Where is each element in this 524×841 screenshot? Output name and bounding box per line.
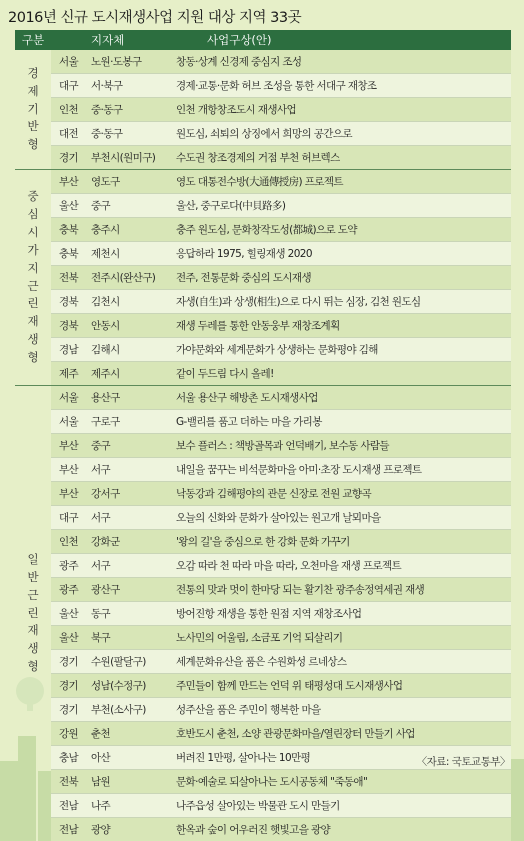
table-row: [51, 506, 511, 530]
table-row: [51, 530, 511, 554]
district-cell: 제천시: [91, 248, 120, 260]
region-cell: 광주: [59, 584, 79, 596]
plan-cell: 창동·상계 신경제 중심지 조성: [176, 56, 302, 68]
table-row: [51, 194, 511, 218]
district-cell: 부천시(원미구): [91, 152, 156, 164]
region-cell: 울산: [59, 200, 79, 212]
region-cell: 대구: [59, 80, 79, 92]
district-cell: 남원: [91, 776, 111, 788]
table-row: [51, 794, 511, 818]
plan-cell: 재생 두레를 통한 안동웅부 재창조계획: [176, 320, 340, 332]
region-cell: 대전: [59, 128, 79, 140]
table-row: [51, 650, 511, 674]
table-row: [51, 410, 511, 434]
district-cell: 중구: [91, 200, 111, 212]
plan-cell: 호반도시 춘천, 소양 관광문화마을/열린장터 만들기 사업: [176, 728, 415, 740]
plan-cell: 울산, 중구로다(中貝路多): [176, 200, 286, 212]
region-cell: 전북: [59, 272, 79, 284]
region-cell: 경남: [59, 344, 79, 356]
district-cell: 나주: [91, 800, 111, 812]
district-cell: 제주시: [91, 368, 120, 380]
plan-cell: 오감 따라 천 따라 마을 따라, 오천마을 재생 프로젝트: [176, 560, 402, 572]
plan-cell: 오늘의 신화와 문화가 살아있는 원고개 날뫼마을: [176, 512, 381, 524]
district-cell: 중·동구: [91, 104, 123, 116]
row-group: [15, 386, 511, 841]
district-cell: 춘천: [91, 728, 111, 740]
table-row: [51, 122, 511, 146]
plan-cell: 수도권 창조경제의 거점 부천 허브렉스: [176, 152, 340, 164]
plan-cell: 낙동강과 김해평야의 관문 신장로 전원 교향곡: [176, 488, 372, 500]
plan-cell: 문화·예술로 되살아나는 도시공동체 "죽동애": [176, 776, 368, 788]
region-cell: 강원: [59, 728, 79, 740]
table-row: [51, 674, 511, 698]
district-cell: 서구: [91, 464, 111, 476]
district-cell: 노원·도봉구: [91, 56, 142, 68]
district-cell: 김해시: [91, 344, 120, 356]
table-row: [51, 578, 511, 602]
plan-cell: G-밸리를 품고 더하는 마을 가리봉: [176, 416, 322, 428]
table-body: [15, 50, 511, 841]
table-row: [51, 170, 511, 194]
header-plan: 사업구상(안): [207, 33, 272, 47]
row-group: [15, 170, 511, 386]
project-table: [15, 30, 511, 841]
plan-cell: 세계문화유산을 품은 수원화성 르네상스: [176, 656, 347, 668]
region-cell: 경기: [59, 680, 79, 692]
table-row: [51, 770, 511, 794]
region-cell: 울산: [59, 632, 79, 644]
district-cell: 수원(팔달구): [91, 656, 146, 668]
region-cell: 대구: [59, 512, 79, 524]
plan-cell: 한옥과 숲이 어우러진 햇빛고을 광양: [176, 824, 331, 836]
plan-cell: 서울 용산구 해방촌 도시재생사업: [176, 392, 318, 404]
plan-cell: '왕의 길'을 중심으로 한 강화 문화 가꾸기: [176, 536, 350, 548]
table-row: [51, 242, 511, 266]
district-cell: 용산구: [91, 392, 120, 404]
region-cell: 울산: [59, 608, 79, 620]
region-cell: 서울: [59, 416, 79, 428]
district-cell: 동구: [91, 608, 111, 620]
plan-cell: 내일을 꿈꾸는 비석문화마을 아미·초장 도시재생 프로젝트: [176, 464, 422, 476]
district-cell: 서구: [91, 512, 111, 524]
group-rows: [51, 386, 511, 841]
region-cell: 경북: [59, 296, 79, 308]
region-cell: 경기: [59, 704, 79, 716]
region-cell: 광주: [59, 560, 79, 572]
group-label: 중심시가지근린재생형: [27, 189, 39, 364]
page-title: 2016년 신규 도시재생사업 지원 대상 지역 33곳: [8, 10, 302, 26]
table-row: [51, 266, 511, 290]
group-label: 경제기반형: [27, 65, 39, 152]
table-row: [51, 482, 511, 506]
table-row: [51, 458, 511, 482]
group-rows: [51, 50, 511, 169]
plan-cell: 영도 대통전수방(大通傳授房) 프로젝트: [176, 176, 343, 188]
region-cell: 경북: [59, 320, 79, 332]
table-row: [51, 626, 511, 650]
region-cell: 인천: [59, 104, 79, 116]
region-cell: 부산: [59, 440, 79, 452]
plan-cell: 경제·교통·문화 허브 조성을 통한 서대구 재창조: [176, 80, 377, 92]
plan-cell: 보수 플러스 : 책방골목과 언덕배기, 보수동 사람들: [176, 440, 389, 452]
table-row: [51, 314, 511, 338]
district-cell: 강화군: [91, 536, 120, 548]
region-cell: 전남: [59, 824, 79, 836]
district-cell: 김천시: [91, 296, 120, 308]
plan-cell: 전주, 전통문화 중심의 도시재생: [176, 272, 312, 284]
district-cell: 중·동구: [91, 128, 123, 140]
header-municipality: 지자체: [91, 33, 125, 47]
plan-cell: 노사민의 어울림, 소금포 기억 되살리기: [176, 632, 343, 644]
plan-cell: 같이 두드림 다시 올레!: [176, 368, 274, 380]
table-row: [51, 722, 511, 746]
table-row: [51, 218, 511, 242]
region-cell: 부산: [59, 488, 79, 500]
district-cell: 북구: [91, 632, 111, 644]
table-row: [51, 290, 511, 314]
plan-cell: 성주산을 품은 주민이 행복한 마을: [176, 704, 321, 716]
plan-cell: 가야문화와 세계문화가 상생하는 문화평야 김해: [176, 344, 378, 356]
group-rows: [51, 170, 511, 385]
plan-cell: 충주 원도심, 문화창작도성(都城)으로 도약: [176, 224, 357, 236]
table-row: [51, 602, 511, 626]
district-cell: 성남(수정구): [91, 680, 146, 692]
region-cell: 인천: [59, 536, 79, 548]
region-cell: 서울: [59, 392, 79, 404]
district-cell: 강서구: [91, 488, 120, 500]
district-cell: 영도구: [91, 176, 120, 188]
region-cell: 충남: [59, 752, 79, 764]
source-note: 〈자료: 국토교통부〉: [416, 756, 510, 768]
region-cell: 경기: [59, 656, 79, 668]
plan-cell: 나주읍성 살아있는 박물관 도시 만들기: [176, 800, 340, 812]
region-cell: 부산: [59, 464, 79, 476]
region-cell: 충북: [59, 248, 79, 260]
plan-cell: 응답하라 1975, 힐링재생 2020: [176, 248, 312, 260]
region-cell: 전북: [59, 776, 79, 788]
district-cell: 구로구: [91, 416, 120, 428]
district-cell: 광양: [91, 824, 111, 836]
region-cell: 서울: [59, 56, 79, 68]
region-cell: 충북: [59, 224, 79, 236]
district-cell: 광산구: [91, 584, 120, 596]
table-row: [51, 698, 511, 722]
district-cell: 충주시: [91, 224, 120, 236]
district-cell: 서·북구: [91, 80, 123, 92]
plan-cell: 원도심, 쇠퇴의 상징에서 희망의 공간으로: [176, 128, 352, 140]
region-cell: 제주: [59, 368, 79, 380]
plan-cell: 버려진 1만평, 살아나는 10만평: [176, 752, 311, 764]
table-row: [51, 50, 511, 74]
table-row: [51, 362, 511, 385]
region-cell: 부산: [59, 176, 79, 188]
table-header: [15, 30, 511, 50]
table-row: [51, 146, 511, 169]
plan-cell: 방어진항 재생을 통한 원점 지역 재창조사업: [176, 608, 362, 620]
table-row: [51, 98, 511, 122]
row-group: [15, 50, 511, 170]
district-cell: 중구: [91, 440, 111, 452]
table-row: [51, 338, 511, 362]
district-cell: 안동시: [91, 320, 120, 332]
table-row: [51, 74, 511, 98]
plan-cell: 주민들이 함께 만드는 언덕 위 태평성대 도시재생사업: [176, 680, 403, 692]
district-cell: 전주시(완산구): [91, 272, 156, 284]
plan-cell: 전통의 맛과 멋이 한마당 되는 활기찬 광주송정역세권 재생: [176, 584, 425, 596]
table-row: [51, 434, 511, 458]
table-row: [51, 554, 511, 578]
region-cell: 경기: [59, 152, 79, 164]
table-row: [51, 818, 511, 841]
table-row: [51, 386, 511, 410]
group-label: 일반근린재생형: [27, 552, 39, 674]
region-cell: 전남: [59, 800, 79, 812]
district-cell: 서구: [91, 560, 111, 572]
plan-cell: 자생(自生)과 상생(相生)으로 다시 뛰는 심장, 김천 원도심: [176, 296, 421, 308]
district-cell: 부천(소사구): [91, 704, 146, 716]
header-group: 구분: [21, 33, 45, 47]
district-cell: 아산: [91, 752, 111, 764]
plan-cell: 인천 개항창조도시 재생사업: [176, 104, 296, 116]
